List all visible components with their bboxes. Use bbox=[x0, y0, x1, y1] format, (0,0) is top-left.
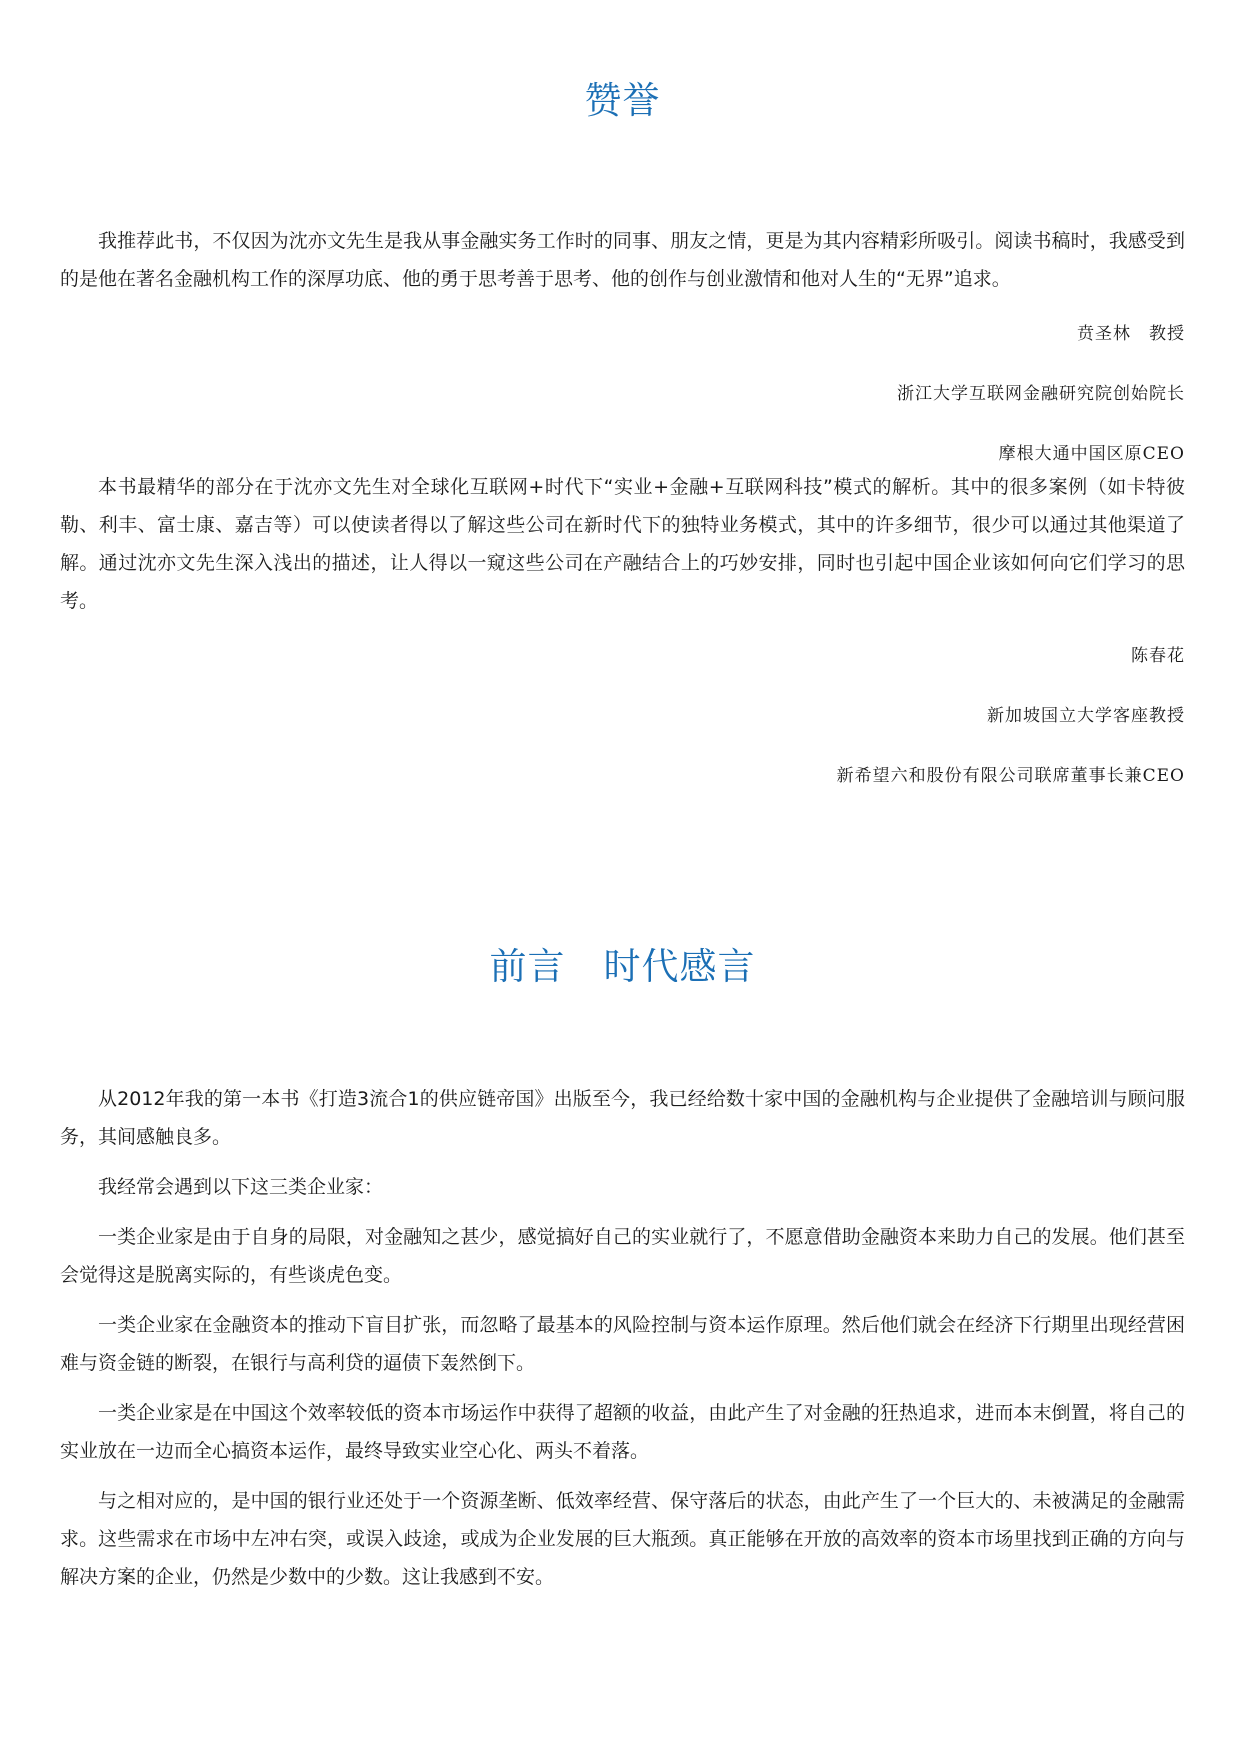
author-2-title-1: 新加坡国立大学客座教授 bbox=[987, 706, 1185, 726]
preface-paragraph-1: 从2012年我的第一本书《打造3流合1的供应链帝国》出版至今，我已经给数十家中国的金融机构与企业提供了金融培训与顾问服务，其间感触良多。 bbox=[60, 1088, 1185, 1148]
author-1-name: 贲圣林 教授 bbox=[1077, 324, 1185, 344]
author-1-title-2: 摩根大通中国区原CEO bbox=[998, 444, 1185, 464]
preface-paragraph-2: 我经常会遇到以下这三类企业家： bbox=[98, 1176, 384, 1198]
author-2-name: 陈春花 bbox=[1131, 646, 1185, 666]
praise-title: 赞誉 bbox=[584, 79, 661, 122]
preface-paragraph-5: 一类企业家是在中国这个效率较低的资本市场运作中获得了超额的收益，由此产生了对金融的狂热追求，进而本末倒置，将自己的实业放在一边而全心搞资本运作，最终导致实业空心化、两头不着落。 bbox=[60, 1402, 1185, 1462]
praise-signature-2 bbox=[60, 642, 1185, 790]
preface-paragraph-4: 一类企业家在金融资本的推动下盲目扩张，而忽略了最基本的风险控制与资本运作原理。然后他们就会在经济下行期里出现经营困难与资金链的断裂，在银行与高利贷的逼债下轰然倒下。 bbox=[60, 1314, 1185, 1374]
praise-quote-1: 我推荐此书，不仅因为沈亦文先生是我从事金融实务工作时的同事、朋友之情，更是为其内容精彩所吸引。阅读书稿时，我感受到的是他在著名金融机构工作的深厚功底、他的勇于思考善于思考、他的创作与创业激情和他对人生的“无界”追求。 bbox=[60, 230, 1185, 290]
preface-title: 前言 时代感言 bbox=[489, 945, 756, 988]
page bbox=[60, 0, 1185, 1608]
preface-paragraph-3: 一类企业家是由于自身的局限，对金融知之甚少，感觉搞好自己的实业就行了，不愿意借助金融资本来助力自己的发展。他们甚至会觉得这是脱离实际的，有些谈虎色变。 bbox=[60, 1226, 1185, 1286]
author-2-title-2: 新希望六和股份有限公司联席董事长兼CEO bbox=[836, 766, 1185, 786]
preface-paragraph-6: 与之相对应的，是中国的银行业还处于一个资源垄断、低效率经营、保守落后的状态，由此产生了一个巨大的、未被满足的金融需求。这些需求在市场中左冲右突，或误入歧途，或成为企业发展的巨大瓶颈。真正能够在开放的高效率的资本市场里找到正确的方向与解决方案的企业，仍然是少数中的少数。这让我感到不安。 bbox=[60, 1490, 1185, 1588]
praise-signature-1 bbox=[60, 320, 1185, 468]
author-1-title-1: 浙江大学互联网金融研究院创始院长 bbox=[897, 384, 1185, 404]
praise-quote-2: 本书最精华的部分在于沈亦文先生对全球化互联网+时代下“实业+金融+互联网科技”模式的解析。其中的很多案例（如卡特彼勒、利丰、富士康、嘉吉等）可以使读者得以了解这些公司在新时代下的独特业务模式，其中的许多细节，很少可以通过其他渠道了解。通过沈亦文先生深入浅出的描述，让人得以一窥这些公司在产融结合上的巧妙安排，同时也引起中国企业该如何向它们学习的思考。 bbox=[60, 476, 1185, 612]
